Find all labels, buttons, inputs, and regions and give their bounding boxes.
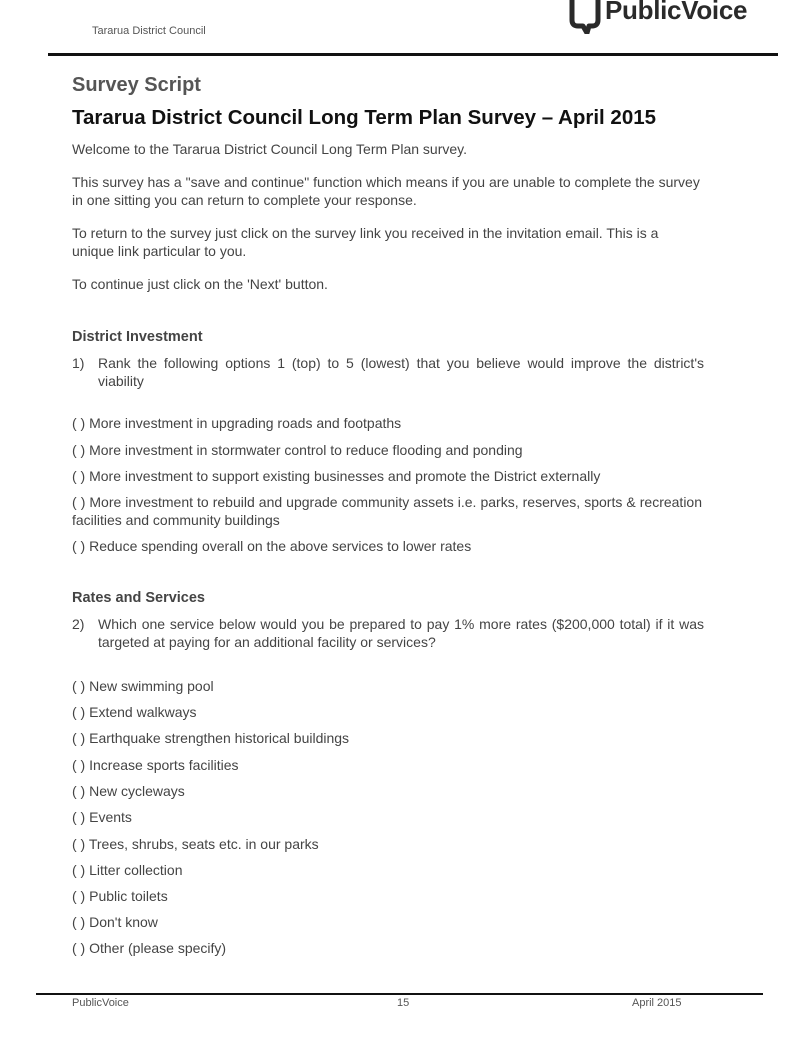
intro-paragraph: Welcome to the Tararua District Council Long Term Plan survey. [72, 141, 468, 157]
option-item[interactable]: ( ) More investment in stormwater control to reduce flooding and ponding [72, 442, 523, 458]
page-number: 15 [397, 997, 410, 1009]
section-heading-district-investment: District Investment [72, 329, 203, 345]
option-item[interactable]: ( ) Other (please specify) [72, 940, 227, 956]
question-2 [72, 616, 704, 651]
option-item[interactable]: ( ) More investment to rebuild and upgrade community assets i.e. parks, reserves, sports & recreation facilities and community buildings [72, 494, 702, 528]
option-item[interactable]: ( ) More investment in upgrading roads and footpaths [72, 415, 402, 431]
option-item[interactable]: ( ) New swimming pool [72, 678, 214, 694]
question-number: 1) [72, 355, 85, 371]
question-number: 2) [72, 616, 85, 632]
intro-paragraph: This survey has a "save and continue" function which means if you are unable to complete the survey in one sitting you can return to complete your response. [72, 174, 700, 208]
intro-paragraph: To return to the survey just click on the survey link you received in the invitation email. This is a unique link particular to you. [72, 225, 659, 259]
footer-brand: PublicVoice [72, 997, 129, 1009]
option-item[interactable]: ( ) Events [72, 809, 132, 825]
header-council-name: Tararua District Council [92, 25, 206, 37]
header-rule [48, 53, 778, 56]
question-text: Rank the following options 1 (top) to 5 (lowest) that you believe would improve the district's viability [98, 355, 704, 389]
section-heading-rates-and-services: Rates and Services [72, 590, 205, 606]
option-item[interactable]: ( ) Trees, shrubs, seats etc. in our parks [72, 836, 319, 852]
footer-rule [36, 993, 763, 995]
footer-date: April 2015 [632, 997, 682, 1009]
question-text: Which one service below would you be prepared to pay 1% more rates ($200,000 total) if it was targeted at paying for an additional facility or services? [98, 616, 704, 650]
option-item[interactable]: ( ) Public toilets [72, 888, 168, 904]
option-item[interactable]: ( ) More investment to support existing businesses and promote the District externally [72, 468, 601, 484]
intro-paragraph: To continue just click on the 'Next' button. [72, 276, 328, 292]
option-item[interactable]: ( ) Extend walkways [72, 704, 197, 720]
option-item[interactable]: ( ) New cycleways [72, 783, 185, 799]
publicvoice-logo [568, 0, 747, 36]
option-item[interactable]: ( ) Increase sports facilities [72, 757, 239, 773]
page-title: Tararua District Council Long Term Plan Survey – April 2015 [72, 106, 657, 129]
option-item[interactable]: ( ) Earthquake strengthen historical buildings [72, 730, 350, 746]
option-item[interactable]: ( ) Reduce spending overall on the above services to lower rates [72, 538, 472, 554]
option-item[interactable]: ( ) Don't know [72, 914, 158, 930]
logo-text: PublicVoice [605, 0, 748, 25]
question-1 [72, 355, 704, 390]
option-item[interactable]: ( ) Litter collection [72, 862, 183, 878]
doc-eyebrow: Survey Script [72, 74, 201, 96]
speech-bubble-icon [568, 0, 602, 34]
